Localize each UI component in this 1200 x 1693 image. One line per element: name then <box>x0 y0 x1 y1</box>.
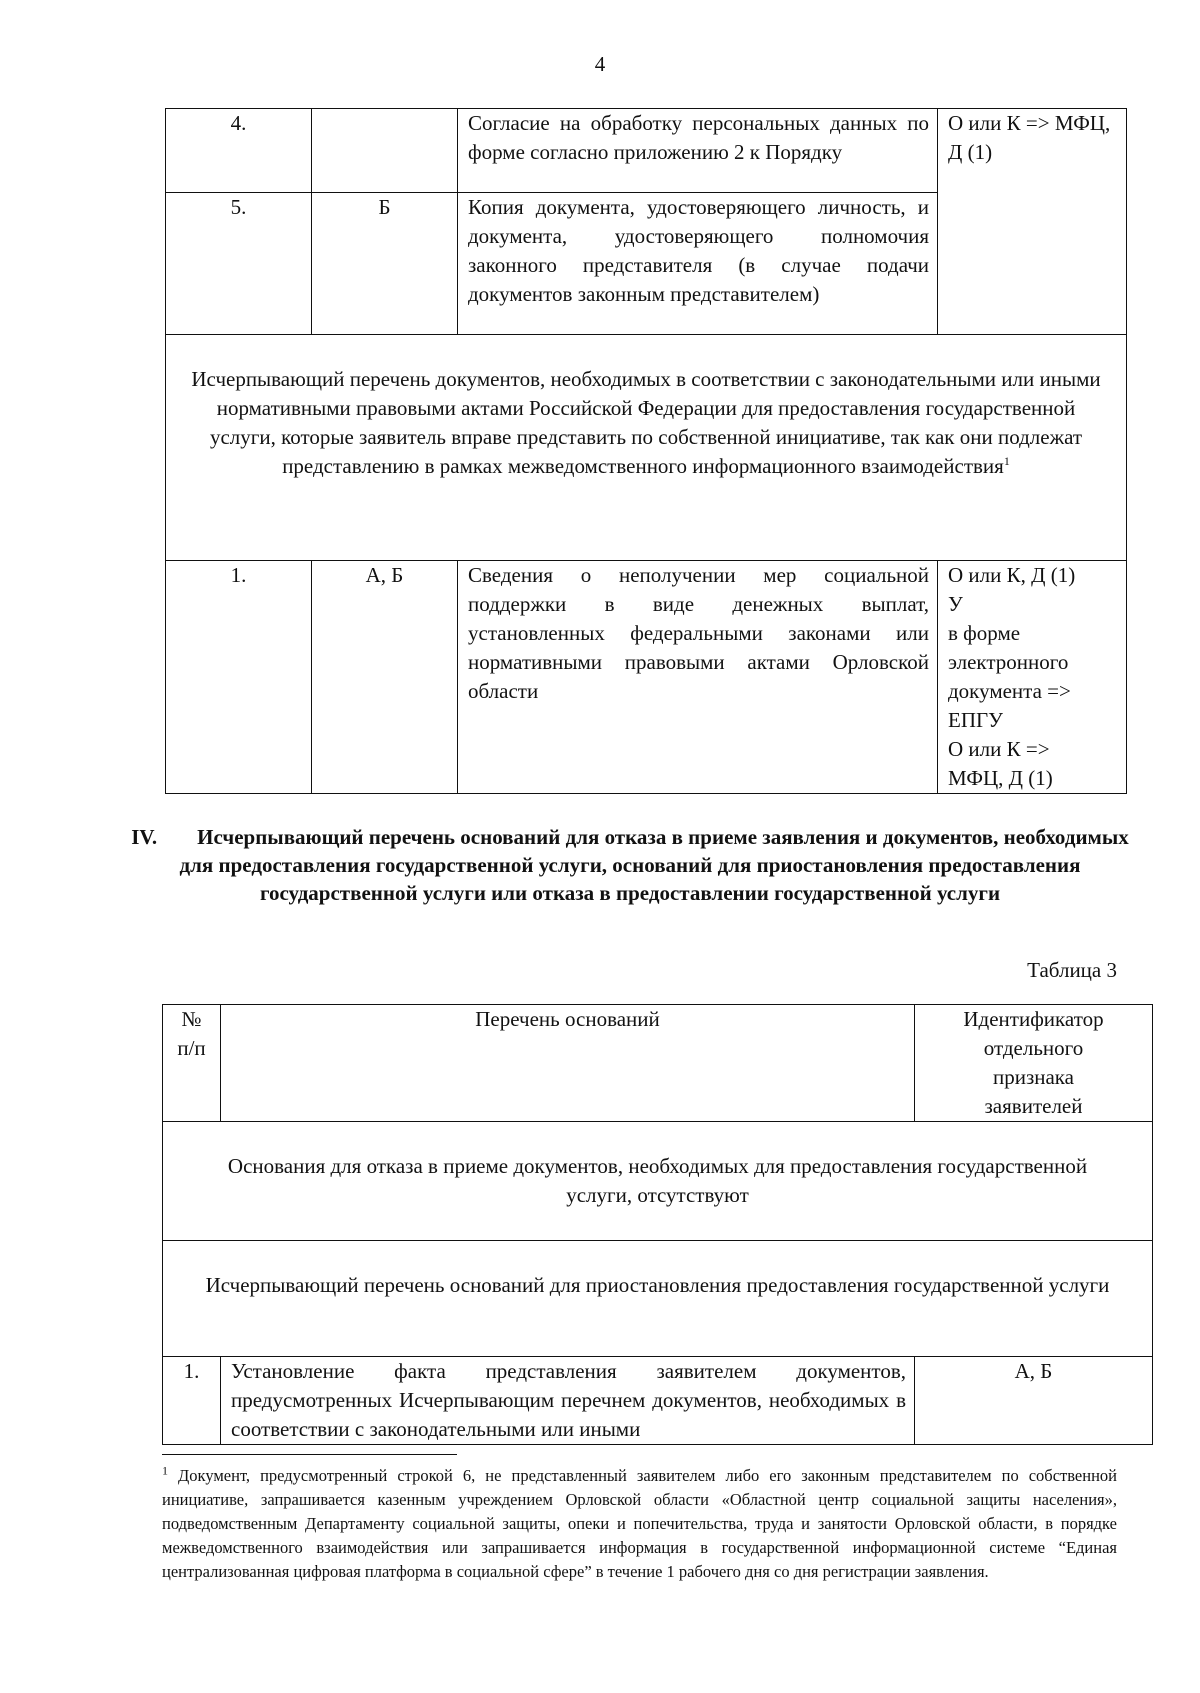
applicant-group <box>312 109 458 193</box>
table-section-row <box>163 1241 1153 1357</box>
applicant-group: Б <box>312 193 458 335</box>
header-reasons: Перечень оснований <box>221 1005 915 1122</box>
section-number: IV. <box>131 825 158 849</box>
table-row <box>163 1357 1153 1445</box>
document-name: Копия документа, удостоверяющего личность, и документа, удостоверяющего полномочия законного представителя (в случае подачи документов законным представителем) <box>458 193 938 335</box>
header-number: № п/п <box>163 1005 221 1122</box>
document-name: Согласие на обработку персональных данных по форме согласно приложению 2 к Порядку <box>458 109 938 193</box>
suspension-grounds-banner: Исчерпывающий перечень оснований для приостановления предоставления государственной услуги <box>163 1241 1153 1357</box>
row-number: 4. <box>166 109 312 193</box>
section-title: Исчерпывающий перечень оснований для отказа в приеме заявления и документов, необходимых для предоставления государственной услуги, оснований для приостановления предоставления государственной услуги или отказа в предоставлении государственной услуги <box>179 825 1129 905</box>
row-number: 5. <box>166 193 312 335</box>
footnote-text: Документ, предусмотренный строкой 6, не представленный заявителем либо его законным представителем по собственной инициативе, запрашивается казенным учреждением Орловской области «Областной центр социальной защиты населения», подведомственным Департаменту социальной защиты, опеки и попечительства, труда и занятости Орловской области, в порядке межведомственного взаимодействия или запрашивается информация в государственной информационной системе “Единая централизованная цифровая платформа в социальной сфере” в течение 1 рабочего дня со дня регистрации заявления. <box>162 1466 1117 1581</box>
table-row <box>166 561 1127 794</box>
applicant-group: А, Б <box>312 561 458 794</box>
refusal-grounds-banner: Основания для отказа в приеме документов, необходимых для предоставления государственной услуги, отсутствуют <box>163 1122 1153 1241</box>
row-number: 1. <box>163 1357 221 1445</box>
submission-method: О или К => МФЦ, Д (1) <box>938 109 1127 335</box>
applicant-identifier: А, Б <box>915 1357 1153 1445</box>
grounds-table <box>162 1004 1153 1445</box>
section-heading: Исчерпывающий перечень документов, необходимых в соответствии с законодательными или иными нормативными правовыми актами Российской Федерации для предоставления государственной услуги, которые заявитель вправе представить по собственной инициативе, так как они подлежат представлению в рамках межведомственного информационного взаимодействия <box>191 367 1101 478</box>
documents-table <box>165 108 1127 794</box>
table-header-row <box>163 1005 1153 1122</box>
table-row <box>166 109 1127 193</box>
footnote <box>162 1464 1117 1584</box>
footnote-reference: 1 <box>1003 454 1010 468</box>
table-section-row <box>163 1122 1153 1241</box>
section-heading-iv <box>130 823 1130 907</box>
table-caption: Таблица 3 <box>1027 958 1117 982</box>
submission-method: О или К, Д (1) У в форме электронного документа => ЕПГУ О или К => МФЦ, Д (1) <box>938 561 1127 794</box>
row-number: 1. <box>166 561 312 794</box>
document-name: Сведения о неполучении мер социальной поддержки в виде денежных выплат, установленных федеральными законами или нормативными правовыми актами Орловской области <box>458 561 938 794</box>
table-section-row <box>166 335 1127 561</box>
header-identifier: Идентификатор отдельного признака заявителей <box>915 1005 1153 1122</box>
footnote-divider <box>162 1454 457 1455</box>
reason-text: Установление факта представления заявителем документов, предусмотренных Исчерпывающим перечнем документов, необходимых в соответствии с законодательными или иными <box>221 1357 915 1445</box>
section-heading-cell <box>166 335 1127 561</box>
footnote-marker: 1 <box>162 1463 168 1478</box>
page-number: 4 <box>594 52 606 76</box>
